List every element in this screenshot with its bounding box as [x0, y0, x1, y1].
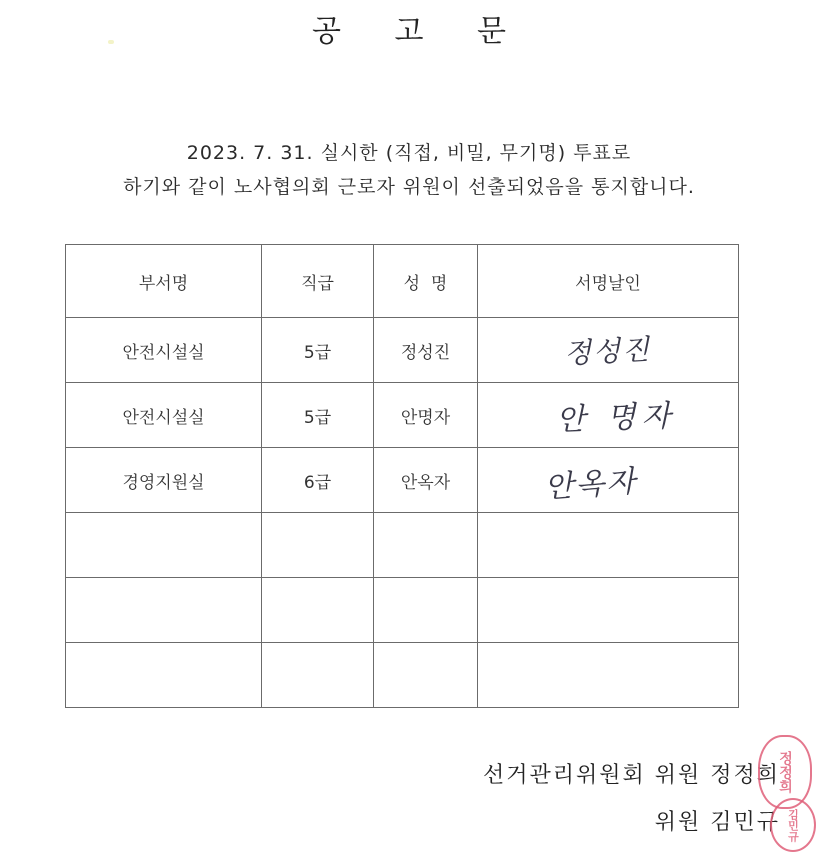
- handwritten-signature: 안 명자: [555, 398, 677, 438]
- cell-department: [66, 513, 262, 578]
- table-row: [66, 383, 739, 448]
- cell-name: 안명자: [374, 383, 478, 448]
- committee-member-line: 선거관리위원회 위원 정정희: [482, 763, 780, 788]
- header-grade: 직급: [262, 245, 374, 318]
- cell-department: 경영지원실: [66, 448, 262, 513]
- table-row: [66, 448, 739, 513]
- handwritten-signature: 안옥자: [542, 464, 638, 506]
- cell-department: 안전시설실: [66, 318, 262, 383]
- table-row-empty: [66, 513, 739, 578]
- intro-line-1: 2023. 7. 31. 실시한 (직접, 비밀, 무기명) 투표로: [186, 142, 632, 164]
- cell-grade: [262, 578, 374, 643]
- cell-name: 정성진: [374, 318, 478, 383]
- seal-stamp-2: [770, 798, 816, 852]
- table-row-empty: [66, 643, 739, 708]
- cell-name: [374, 643, 478, 708]
- header-department: 부서명: [66, 245, 262, 318]
- cell-grade: [262, 643, 374, 708]
- seal-1-text: 정정희: [777, 751, 793, 793]
- cell-department: [66, 578, 262, 643]
- cell-department: [66, 643, 262, 708]
- cell-signature: [478, 513, 739, 578]
- seal-2-text: 김민규: [786, 808, 800, 842]
- member-line: 위원 김민규: [654, 810, 780, 835]
- table-row: [66, 318, 739, 383]
- cell-signature: [478, 448, 739, 513]
- elected-members-table: [65, 244, 739, 708]
- cell-department: 안전시설실: [66, 383, 262, 448]
- page-title: 공 고 문: [311, 14, 528, 49]
- cell-signature: [478, 318, 739, 383]
- seal-stamp-1: [758, 735, 812, 809]
- table-row-empty: [66, 578, 739, 643]
- cell-name: [374, 513, 478, 578]
- cell-name: [374, 578, 478, 643]
- intro-line-2: 하기와 같이 노사협의회 근로자 위원이 선출되었음을 통지합니다.: [123, 176, 695, 198]
- cell-grade: 5급: [262, 383, 374, 448]
- cell-signature: [478, 578, 739, 643]
- cell-grade: 6급: [262, 448, 374, 513]
- cell-name: 안옥자: [374, 448, 478, 513]
- cell-signature: [478, 643, 739, 708]
- header-name: 성 명: [374, 245, 478, 318]
- table-header-row: [66, 245, 739, 318]
- cell-grade: [262, 513, 374, 578]
- cell-signature: [478, 383, 739, 448]
- handwritten-signature: 정성진: [563, 332, 653, 371]
- header-signature: 서명날인: [478, 245, 739, 318]
- cell-grade: 5급: [262, 318, 374, 383]
